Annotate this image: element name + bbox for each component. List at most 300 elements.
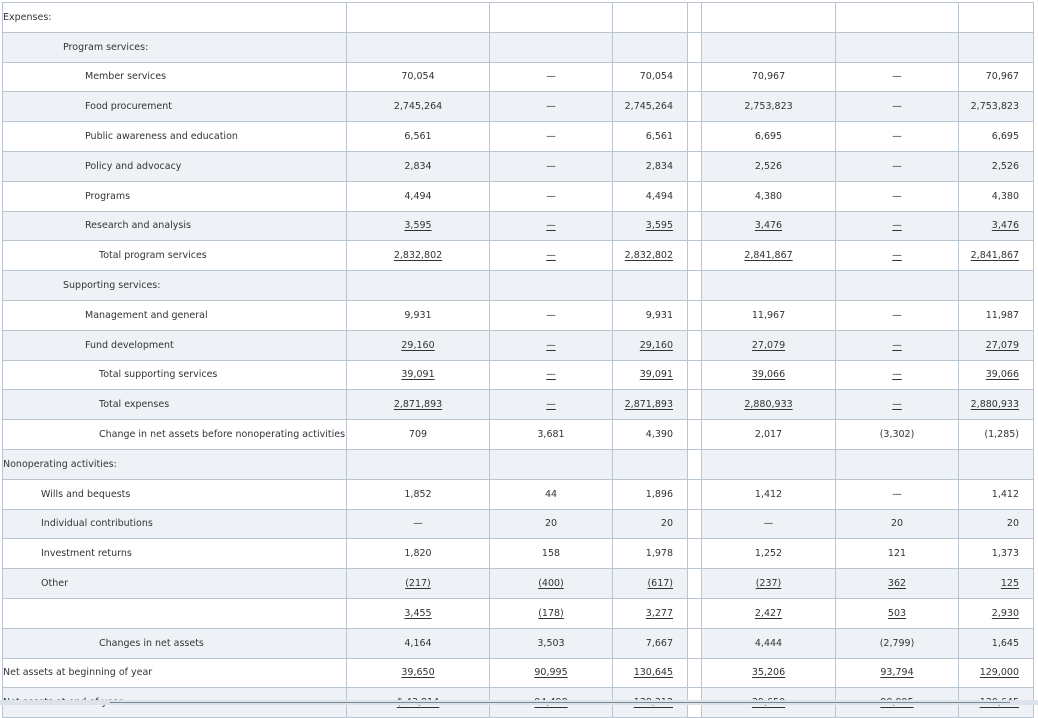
table-cell (613, 390, 688, 420)
financial-statement-table (2, 2, 1034, 718)
cell-value: 2,841,867 (744, 250, 793, 262)
column-gap (688, 390, 702, 420)
table-row (3, 151, 1034, 181)
table-cell (347, 360, 490, 390)
cell-value: 27,079 (751, 339, 786, 351)
table-cell (836, 32, 959, 62)
cell-value: 39,066 (751, 369, 786, 381)
cell-value: 11,967 (751, 309, 786, 321)
cell-value: (3,302) (879, 429, 915, 441)
cell-value: 3,277 (645, 607, 673, 619)
table-cell (702, 151, 836, 181)
table-cell (836, 420, 959, 450)
table-row (3, 122, 1034, 152)
cell-value: 70,967 (751, 71, 786, 83)
cell-value: — (892, 399, 902, 411)
table-cell (347, 569, 490, 599)
cell-value: 7,667 (645, 637, 673, 649)
cell-value: (1,285) (984, 429, 1019, 441)
table-cell (613, 539, 688, 569)
row-label: Program services: (3, 32, 347, 62)
table-cell (959, 449, 1034, 479)
column-gap (688, 181, 702, 211)
cell-value: 125 (1000, 578, 1019, 590)
column-gap (688, 32, 702, 62)
cell-value: 4,390 (645, 429, 673, 441)
table-cell (347, 62, 490, 92)
table-cell (702, 330, 836, 360)
cell-value: 2,017 (754, 429, 783, 441)
table-cell (959, 181, 1034, 211)
table-row (3, 300, 1034, 330)
cell-value: 1,852 (404, 488, 432, 500)
table-cell (613, 449, 688, 479)
cell-value: 11,987 (985, 309, 1019, 321)
cell-value: 3,681 (537, 429, 565, 441)
cell-value: 2,841,867 (970, 250, 1019, 262)
cell-value: — (892, 71, 902, 83)
table-cell (836, 509, 959, 539)
cell-value: 3,455 (404, 607, 432, 619)
table-cell (490, 390, 613, 420)
table-cell (836, 122, 959, 152)
cell-value: 2,832,802 (624, 250, 673, 262)
cell-value: 2,930 (991, 607, 1019, 619)
table-cell (613, 32, 688, 62)
table-cell (702, 271, 836, 301)
table-cell (490, 151, 613, 181)
cell-value: — (413, 518, 423, 530)
table-cell (347, 241, 490, 271)
table-cell (836, 211, 959, 241)
column-gap (688, 241, 702, 271)
table-cell (836, 628, 959, 658)
table-cell (836, 300, 959, 330)
cell-value: 3,503 (537, 637, 565, 649)
table-row (3, 211, 1034, 241)
row-label: Change in net assets before nonoperating activities (3, 420, 347, 450)
row-label: Wills and bequests (3, 479, 347, 509)
table-cell (836, 479, 959, 509)
cell-value: 1,820 (404, 548, 432, 560)
cell-value: (237) (755, 578, 782, 590)
column-gap (688, 449, 702, 479)
column-gap (688, 628, 702, 658)
table-cell (959, 122, 1034, 152)
column-gap (688, 658, 702, 688)
table-cell (959, 628, 1034, 658)
cell-value: (617) (647, 578, 673, 590)
cell-value: 20 (890, 518, 904, 530)
cell-value: — (892, 131, 902, 143)
table-cell (347, 32, 490, 62)
cell-value: 3,476 (991, 220, 1019, 232)
table-cell (959, 271, 1034, 301)
table-row (3, 628, 1034, 658)
table-cell (836, 271, 959, 301)
table-row (3, 420, 1034, 450)
table-cell (347, 211, 490, 241)
table-cell (702, 390, 836, 420)
table-cell (613, 509, 688, 539)
table-row (3, 390, 1034, 420)
table-row (3, 479, 1034, 509)
table-cell (490, 539, 613, 569)
table-cell (347, 509, 490, 539)
table-cell (702, 598, 836, 628)
table-cell (613, 479, 688, 509)
cell-value: 1,645 (991, 637, 1019, 649)
table-cell (959, 300, 1034, 330)
row-label: Changes in net assets (3, 628, 347, 658)
table-row (3, 598, 1034, 628)
table-cell (347, 479, 490, 509)
cell-value: 2,745,264 (624, 101, 673, 113)
cell-value: (2,799) (879, 637, 915, 649)
row-label: Public awareness and education (3, 122, 347, 152)
cell-value: 1,978 (645, 548, 673, 560)
cell-value: 70,054 (639, 71, 673, 83)
row-label: Total expenses (3, 390, 347, 420)
table-cell (702, 509, 836, 539)
table-cell (836, 3, 959, 33)
row-label: Individual contributions (3, 509, 347, 539)
table-cell (613, 211, 688, 241)
table-cell (836, 658, 959, 688)
table-cell (490, 122, 613, 152)
table-cell (702, 628, 836, 658)
table-cell (613, 300, 688, 330)
table-cell (959, 32, 1034, 62)
row-label: Nonoperating activities: (3, 449, 347, 479)
table-cell (490, 92, 613, 122)
cell-value: 6,695 (754, 131, 783, 143)
table-cell (702, 658, 836, 688)
table-cell (347, 181, 490, 211)
cell-value: 2,753,823 (744, 101, 793, 113)
table-cell (702, 300, 836, 330)
table-cell (702, 181, 836, 211)
column-gap (688, 330, 702, 360)
cell-value: 90,995 (534, 667, 568, 679)
table-cell (347, 122, 490, 152)
scrollbar-thumb[interactable] (110, 702, 1010, 703)
cell-value: — (546, 250, 556, 262)
cell-value: 130,645 (633, 667, 673, 679)
cell-value: 4,494 (645, 190, 673, 202)
table-cell (347, 92, 490, 122)
table-cell (347, 3, 490, 33)
cell-value: — (892, 160, 902, 172)
cell-value: 1,252 (754, 548, 783, 560)
table-cell (702, 449, 836, 479)
cell-value: 2,526 (754, 160, 783, 172)
table-row (3, 32, 1034, 62)
table-cell (490, 628, 613, 658)
table-cell (490, 509, 613, 539)
table-cell (959, 62, 1034, 92)
cell-value: 29,160 (401, 339, 435, 351)
cell-value: 129,000 (979, 667, 1019, 679)
cell-value: — (546, 71, 556, 83)
table-cell (613, 569, 688, 599)
table-cell (347, 420, 490, 450)
column-gap (688, 479, 702, 509)
column-gap (688, 3, 702, 33)
table-row (3, 3, 1034, 33)
table-cell (836, 151, 959, 181)
table-cell (959, 360, 1034, 390)
column-gap (688, 271, 702, 301)
table-cell (490, 3, 613, 33)
table-cell (702, 3, 836, 33)
cell-value: 44 (544, 488, 558, 500)
cell-value: — (546, 399, 556, 411)
cell-value: — (546, 309, 556, 321)
cell-value: 1,412 (991, 488, 1019, 500)
row-label: Fund development (3, 330, 347, 360)
table-row (3, 271, 1034, 301)
cell-value: 9,931 (404, 309, 432, 321)
column-gap (688, 569, 702, 599)
table-cell (613, 122, 688, 152)
row-label: Total program services (3, 241, 347, 271)
row-label: Net assets at beginning of year (3, 658, 347, 688)
cell-value: 4,494 (404, 190, 432, 202)
table-cell (959, 479, 1034, 509)
table-cell (613, 658, 688, 688)
table-cell (347, 449, 490, 479)
table-cell (702, 569, 836, 599)
column-gap (688, 598, 702, 628)
cell-value: 2,880,933 (744, 399, 793, 411)
table-cell (959, 241, 1034, 271)
column-gap (688, 92, 702, 122)
cell-value: 4,380 (991, 190, 1019, 202)
cell-value: 709 (408, 429, 428, 441)
cell-value: 1,412 (754, 488, 783, 500)
table-cell (490, 211, 613, 241)
column-gap (688, 420, 702, 450)
table-cell (702, 92, 836, 122)
cell-value: 4,444 (754, 637, 783, 649)
table-row (3, 509, 1034, 539)
table-row (3, 449, 1034, 479)
cell-value: (400) (538, 578, 564, 590)
row-label: Member services (3, 62, 347, 92)
table-cell (613, 3, 688, 33)
table-cell (490, 658, 613, 688)
row-label: Total supporting services (3, 360, 347, 390)
table-cell (702, 211, 836, 241)
table-cell (613, 598, 688, 628)
table-cell (347, 330, 490, 360)
table-cell (490, 181, 613, 211)
cell-value: — (892, 250, 902, 262)
cell-value: 39,650 (401, 667, 435, 679)
table-cell (959, 658, 1034, 688)
table-cell (836, 62, 959, 92)
cell-value: 35,206 (751, 667, 786, 679)
table-cell (959, 569, 1034, 599)
cell-value: — (892, 369, 902, 381)
cell-value: 2,880,933 (970, 399, 1019, 411)
column-gap (688, 151, 702, 181)
cell-value: 2,871,893 (393, 399, 443, 411)
cell-value: 158 (541, 548, 561, 560)
table-cell (702, 420, 836, 450)
table-cell (836, 539, 959, 569)
table-cell (702, 241, 836, 271)
table-cell (836, 569, 959, 599)
column-gap (688, 62, 702, 92)
table-cell (490, 569, 613, 599)
table-cell (347, 628, 490, 658)
cell-value: — (546, 160, 556, 172)
table-cell (613, 62, 688, 92)
table-cell (347, 390, 490, 420)
table-cell (347, 271, 490, 301)
table-cell (613, 271, 688, 301)
cell-value: (217) (405, 578, 431, 590)
cell-value: 4,380 (754, 190, 783, 202)
cell-value: — (546, 190, 556, 202)
cell-value: 70,967 (985, 71, 1019, 83)
cell-value: 2,834 (404, 160, 432, 172)
cell-value: 6,561 (645, 131, 673, 143)
table-cell (613, 420, 688, 450)
cell-value: 20 (660, 518, 673, 530)
table-cell (959, 420, 1034, 450)
table-cell (613, 241, 688, 271)
cell-value: — (763, 518, 774, 530)
table-cell (347, 598, 490, 628)
row-label: Research and analysis (3, 211, 347, 241)
row-label: Other (3, 569, 347, 599)
table-cell (702, 479, 836, 509)
row-label: Food procurement (3, 92, 347, 122)
cell-value: 27,079 (985, 339, 1019, 351)
column-gap (688, 360, 702, 390)
cell-value: 29,160 (639, 339, 673, 351)
table-cell (836, 241, 959, 271)
cell-value: 20 (544, 518, 558, 530)
table-cell (613, 628, 688, 658)
table-cell (347, 658, 490, 688)
cell-value: 2,753,823 (970, 101, 1019, 113)
cell-value: — (546, 101, 556, 113)
cell-value: — (546, 220, 556, 232)
horizontal-scrollbar[interactable] (0, 700, 1038, 705)
table-cell (490, 62, 613, 92)
cell-value: 9,931 (645, 309, 673, 321)
row-label: Expenses: (3, 3, 347, 33)
column-gap (688, 509, 702, 539)
cell-value: 1,373 (991, 548, 1019, 560)
table-cell (836, 181, 959, 211)
cell-value: 39,091 (401, 369, 435, 381)
table-row (3, 92, 1034, 122)
table-cell (836, 390, 959, 420)
table-cell (836, 598, 959, 628)
table-cell (613, 181, 688, 211)
cell-value: — (892, 309, 902, 321)
table-cell (347, 300, 490, 330)
table-cell (702, 32, 836, 62)
table-cell (702, 122, 836, 152)
row-label: Policy and advocacy (3, 151, 347, 181)
cell-value: — (892, 190, 902, 202)
row-label: Management and general (3, 300, 347, 330)
cell-value: 2,427 (754, 607, 783, 619)
table-cell (836, 330, 959, 360)
cell-value: 39,066 (985, 369, 1019, 381)
table-cell (347, 151, 490, 181)
cell-value: 1,896 (645, 488, 673, 500)
table-cell (959, 598, 1034, 628)
table-row (3, 62, 1034, 92)
cell-value: — (892, 339, 902, 351)
table-cell (490, 479, 613, 509)
cell-value: 3,595 (645, 220, 673, 232)
table-cell (490, 300, 613, 330)
cell-value: — (892, 220, 902, 232)
table-cell (613, 360, 688, 390)
table-cell (836, 360, 959, 390)
table-cell (959, 211, 1034, 241)
cell-value: 3,595 (404, 220, 432, 232)
table-cell (490, 449, 613, 479)
cell-value: 2,834 (645, 160, 673, 172)
row-label: Investment returns (3, 539, 347, 569)
table-cell (959, 92, 1034, 122)
cell-value: 20 (1006, 518, 1019, 530)
cell-value: 6,561 (404, 131, 432, 143)
column-gap (688, 122, 702, 152)
table-cell (490, 241, 613, 271)
table-cell (490, 330, 613, 360)
cell-value: — (546, 369, 556, 381)
table-cell (959, 3, 1034, 33)
table-cell (490, 598, 613, 628)
table-cell (613, 151, 688, 181)
cell-value: 6,695 (991, 131, 1019, 143)
cell-value: 362 (887, 578, 907, 590)
cell-value: (178) (538, 607, 564, 619)
cell-value: — (892, 488, 902, 500)
row-label: Programs (3, 181, 347, 211)
table-cell (347, 539, 490, 569)
cell-value: — (546, 339, 556, 351)
table-cell (613, 92, 688, 122)
table-row (3, 658, 1034, 688)
cell-value: 4,164 (404, 637, 432, 649)
table-cell (959, 151, 1034, 181)
cell-value: — (546, 131, 556, 143)
table-cell (959, 539, 1034, 569)
column-gap (688, 539, 702, 569)
table-cell (702, 62, 836, 92)
column-gap (688, 300, 702, 330)
table-row (3, 569, 1034, 599)
table-cell (490, 360, 613, 390)
table-cell (490, 271, 613, 301)
cell-value: 2,526 (991, 160, 1019, 172)
table-cell (836, 92, 959, 122)
table-row (3, 360, 1034, 390)
table-cell (959, 330, 1034, 360)
table-cell (702, 539, 836, 569)
